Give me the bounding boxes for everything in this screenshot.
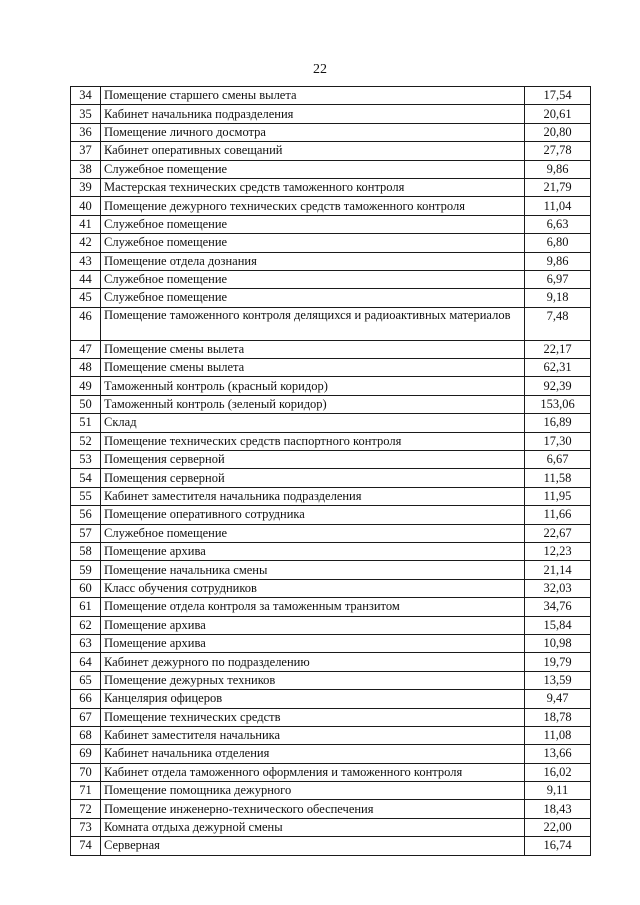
room-name-cell: Кабинет дежурного по подразделению [101, 653, 525, 671]
table-row [71, 506, 591, 524]
row-number-cell: 55 [71, 487, 101, 505]
room-area-cell: 18,43 [525, 800, 591, 818]
room-name-cell: Канцелярия офицеров [101, 690, 525, 708]
room-area-cell: 17,54 [525, 87, 591, 105]
room-name-cell: Помещение дежурных техников [101, 671, 525, 689]
room-area-cell: 9,86 [525, 160, 591, 178]
row-number-cell: 66 [71, 690, 101, 708]
table-row [71, 487, 591, 505]
room-name-cell: Серверная [101, 837, 525, 855]
row-number-cell: 70 [71, 763, 101, 781]
room-name-cell: Помещение таможенного контроля делящихся и радиоактивных материалов [101, 307, 525, 340]
room-name-cell: Помещение инженерно-технического обеспечения [101, 800, 525, 818]
table-row [71, 289, 591, 307]
room-area-cell: 32,03 [525, 579, 591, 597]
row-number-cell: 44 [71, 270, 101, 288]
room-area-cell: 7,48 [525, 307, 591, 340]
room-area-cell: 153,06 [525, 395, 591, 413]
room-name-cell: Кабинет начальника подразделения [101, 105, 525, 123]
room-area-cell: 13,59 [525, 671, 591, 689]
room-area-cell: 11,66 [525, 506, 591, 524]
row-number-cell: 49 [71, 377, 101, 395]
page-number: 22 [313, 62, 327, 77]
row-number-cell: 51 [71, 414, 101, 432]
room-area-cell: 9,86 [525, 252, 591, 270]
room-name-cell: Помещение архива [101, 634, 525, 652]
room-name-cell: Помещение помощника дежурного [101, 782, 525, 800]
row-number-cell: 64 [71, 653, 101, 671]
table-row [71, 782, 591, 800]
room-name-cell: Помещение смены вылета [101, 359, 525, 377]
table-row [71, 726, 591, 744]
row-number-cell: 67 [71, 708, 101, 726]
room-area-cell: 20,80 [525, 123, 591, 141]
room-area-cell: 16,89 [525, 414, 591, 432]
table-row [71, 377, 591, 395]
table-row [71, 215, 591, 233]
room-name-cell: Служебное помещение [101, 524, 525, 542]
room-name-cell: Служебное помещение [101, 289, 525, 307]
table-row [71, 818, 591, 836]
room-area-cell: 21,79 [525, 178, 591, 196]
room-name-cell: Помещение отдела дознания [101, 252, 525, 270]
room-area-cell: 6,67 [525, 451, 591, 469]
table-row [71, 432, 591, 450]
room-area-cell: 34,76 [525, 598, 591, 616]
row-number-cell: 45 [71, 289, 101, 307]
room-name-cell: Класс обучения сотрудников [101, 579, 525, 597]
room-name-cell: Помещение смены вылета [101, 340, 525, 358]
room-area-cell: 62,31 [525, 359, 591, 377]
table-row [71, 395, 591, 413]
table-row [71, 105, 591, 123]
room-name-cell: Помещение отдела контроля за таможенным транзитом [101, 598, 525, 616]
row-number-cell: 47 [71, 340, 101, 358]
room-area-cell: 92,39 [525, 377, 591, 395]
row-number-cell: 34 [71, 87, 101, 105]
room-name-cell: Помещение архива [101, 616, 525, 634]
table-row [71, 690, 591, 708]
room-area-cell: 18,78 [525, 708, 591, 726]
row-number-cell: 63 [71, 634, 101, 652]
table-row [71, 634, 591, 652]
table-row [71, 142, 591, 160]
room-area-cell: 15,84 [525, 616, 591, 634]
room-area-cell: 11,04 [525, 197, 591, 215]
row-number-cell: 40 [71, 197, 101, 215]
table-row [71, 178, 591, 196]
room-area-cell: 10,98 [525, 634, 591, 652]
room-area-cell: 17,30 [525, 432, 591, 450]
room-area-cell: 9,47 [525, 690, 591, 708]
table-row [71, 653, 591, 671]
table-row [71, 800, 591, 818]
row-number-cell: 41 [71, 215, 101, 233]
table-row [71, 307, 591, 340]
row-number-cell: 48 [71, 359, 101, 377]
row-number-cell: 52 [71, 432, 101, 450]
table-row [71, 270, 591, 288]
room-area-cell: 16,74 [525, 837, 591, 855]
row-number-cell: 62 [71, 616, 101, 634]
table-row [71, 542, 591, 560]
room-name-cell: Служебное помещение [101, 215, 525, 233]
room-name-cell: Кабинет заместителя начальника [101, 726, 525, 744]
table-row [71, 469, 591, 487]
room-area-cell: 13,66 [525, 745, 591, 763]
room-area-cell: 19,79 [525, 653, 591, 671]
row-number-cell: 36 [71, 123, 101, 141]
table-row [71, 87, 591, 105]
room-area-cell: 27,78 [525, 142, 591, 160]
table-row [71, 598, 591, 616]
room-area-cell: 21,14 [525, 561, 591, 579]
room-area-cell: 22,17 [525, 340, 591, 358]
room-name-cell: Кабинет начальника отделения [101, 745, 525, 763]
table-row [71, 414, 591, 432]
room-name-cell: Мастерская технических средств таможенного контроля [101, 178, 525, 196]
table-row [71, 252, 591, 270]
table-row [71, 745, 591, 763]
room-name-cell: Помещение оперативного сотрудника [101, 506, 525, 524]
table-row [71, 708, 591, 726]
room-area-cell: 6,63 [525, 215, 591, 233]
row-number-cell: 54 [71, 469, 101, 487]
room-name-cell: Таможенный контроль (зеленый коридор) [101, 395, 525, 413]
table-row [71, 359, 591, 377]
row-number-cell: 74 [71, 837, 101, 855]
row-number-cell: 56 [71, 506, 101, 524]
row-number-cell: 68 [71, 726, 101, 744]
row-number-cell: 71 [71, 782, 101, 800]
table-row [71, 671, 591, 689]
room-area-cell: 11,95 [525, 487, 591, 505]
table-row [71, 160, 591, 178]
room-name-cell: Таможенный контроль (красный коридор) [101, 377, 525, 395]
row-number-cell: 53 [71, 451, 101, 469]
room-name-cell: Помещения серверной [101, 469, 525, 487]
room-name-cell: Служебное помещение [101, 160, 525, 178]
room-name-cell: Служебное помещение [101, 270, 525, 288]
row-number-cell: 73 [71, 818, 101, 836]
room-area-cell: 9,11 [525, 782, 591, 800]
room-area-cell: 6,80 [525, 234, 591, 252]
table-row [71, 451, 591, 469]
row-number-cell: 60 [71, 579, 101, 597]
room-name-cell: Кабинет оперативных совещаний [101, 142, 525, 160]
row-number-cell: 72 [71, 800, 101, 818]
table-row [71, 123, 591, 141]
row-number-cell: 38 [71, 160, 101, 178]
table-row [71, 340, 591, 358]
room-area-cell: 20,61 [525, 105, 591, 123]
room-area-cell: 9,18 [525, 289, 591, 307]
row-number-cell: 69 [71, 745, 101, 763]
room-name-cell: Помещения серверной [101, 451, 525, 469]
room-name-cell: Помещение технических средств паспортного контроля [101, 432, 525, 450]
row-number-cell: 57 [71, 524, 101, 542]
room-area-cell: 11,58 [525, 469, 591, 487]
row-number-cell: 59 [71, 561, 101, 579]
table-row [71, 197, 591, 215]
room-name-cell: Помещение начальника смены [101, 561, 525, 579]
row-number-cell: 35 [71, 105, 101, 123]
room-name-cell: Помещение архива [101, 542, 525, 560]
room-area-cell: 22,67 [525, 524, 591, 542]
row-number-cell: 65 [71, 671, 101, 689]
row-number-cell: 39 [71, 178, 101, 196]
room-name-cell: Помещение технических средств [101, 708, 525, 726]
table-row [71, 234, 591, 252]
room-name-cell: Помещение старшего смены вылета [101, 87, 525, 105]
row-number-cell: 43 [71, 252, 101, 270]
room-name-cell: Склад [101, 414, 525, 432]
table-row [71, 837, 591, 855]
row-number-cell: 61 [71, 598, 101, 616]
table-row [71, 763, 591, 781]
room-name-cell: Комната отдыха дежурной смены [101, 818, 525, 836]
row-number-cell: 58 [71, 542, 101, 560]
row-number-cell: 42 [71, 234, 101, 252]
room-name-cell: Кабинет отдела таможенного оформления и таможенного контроля [101, 763, 525, 781]
room-name-cell: Помещение личного досмотра [101, 123, 525, 141]
table-row [71, 579, 591, 597]
row-number-cell: 50 [71, 395, 101, 413]
table-row [71, 524, 591, 542]
table-row [71, 561, 591, 579]
row-number-cell: 46 [71, 307, 101, 340]
room-name-cell: Помещение дежурного технических средств таможенного контроля [101, 197, 525, 215]
row-number-cell: 37 [71, 142, 101, 160]
room-area-cell: 12,23 [525, 542, 591, 560]
room-area-cell: 11,08 [525, 726, 591, 744]
room-area-cell: 16,02 [525, 763, 591, 781]
table-row [71, 616, 591, 634]
room-name-cell: Кабинет заместителя начальника подразделения [101, 487, 525, 505]
room-area-cell: 6,97 [525, 270, 591, 288]
room-name-cell: Служебное помещение [101, 234, 525, 252]
premises-table-body [71, 87, 591, 856]
premises-table [70, 86, 591, 856]
room-area-cell: 22,00 [525, 818, 591, 836]
